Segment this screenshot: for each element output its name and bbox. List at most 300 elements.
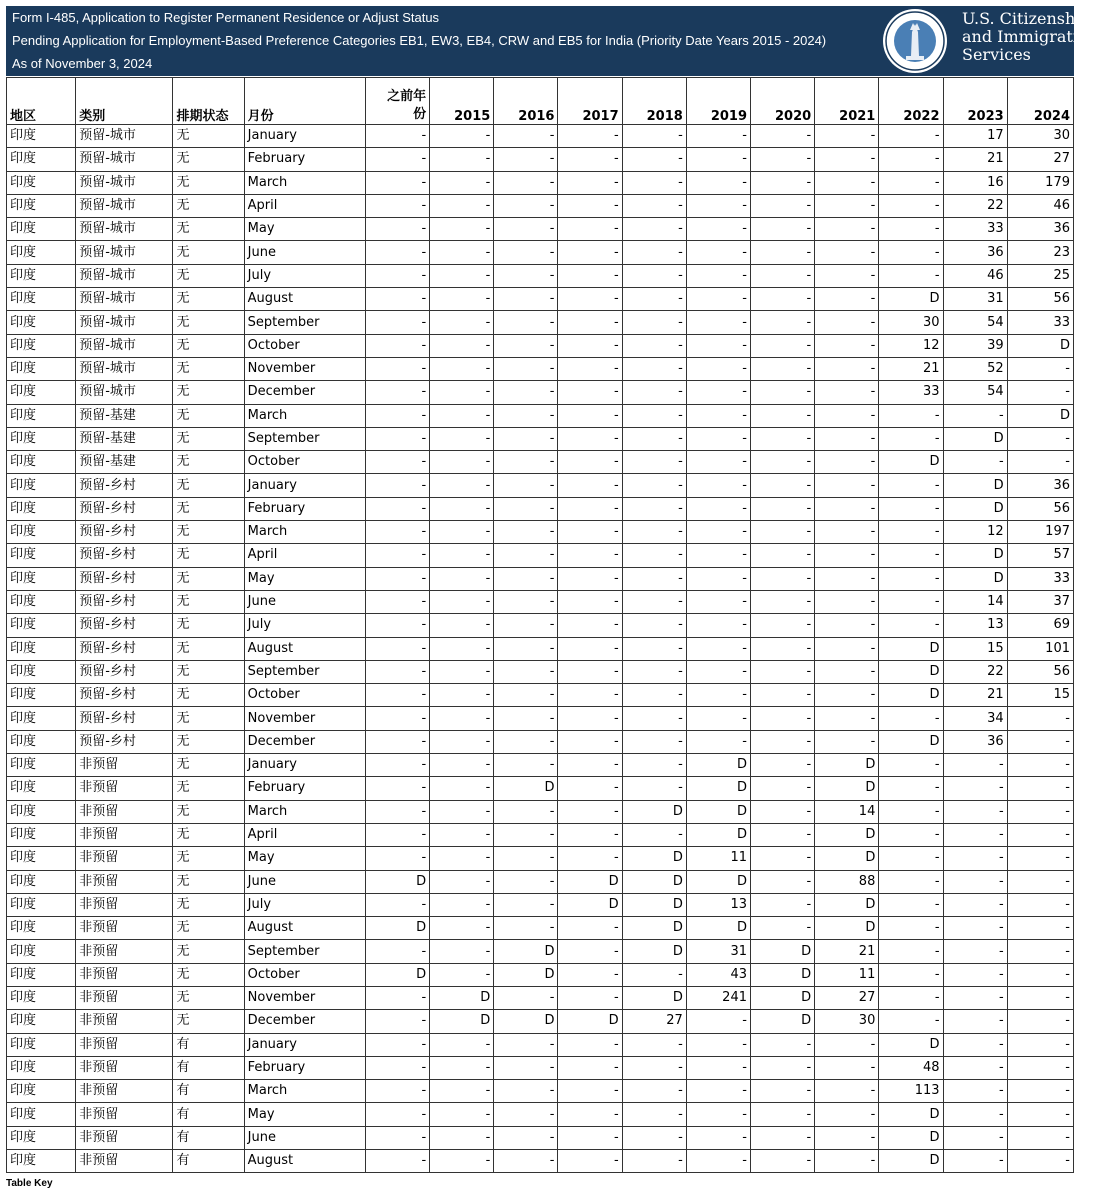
table-cell: -	[751, 357, 815, 380]
table-cell: -	[751, 218, 815, 241]
table-cell: -	[751, 893, 815, 916]
table-cell: 非预留	[76, 823, 173, 846]
table-cell: D	[622, 917, 686, 940]
table-row	[7, 730, 1074, 753]
table-cell: -	[430, 637, 494, 660]
table-row	[7, 334, 1074, 357]
table-cell: D	[430, 986, 494, 1009]
table-cell: -	[365, 334, 429, 357]
table-cell: -	[365, 171, 429, 194]
table-cell: -	[365, 986, 429, 1009]
table-cell: D	[879, 1150, 943, 1173]
table-cell: -	[430, 451, 494, 474]
table-cell: D	[815, 847, 879, 870]
table-cell: D	[879, 684, 943, 707]
table-cell: 印度	[7, 194, 76, 217]
table-cell: -	[430, 754, 494, 777]
table-cell: -	[943, 404, 1007, 427]
table-cell: -	[686, 171, 750, 194]
table-cell: 39	[943, 334, 1007, 357]
table-cell: 印度	[7, 521, 76, 544]
table-cell: 无	[173, 800, 244, 823]
table-row	[7, 171, 1074, 194]
table-cell: -	[751, 1150, 815, 1173]
table-cell: 非预留	[76, 777, 173, 800]
table-cell: -	[430, 241, 494, 264]
table-cell: 印度	[7, 1080, 76, 1103]
table-cell: -	[622, 777, 686, 800]
table-cell: -	[943, 986, 1007, 1009]
table-row	[7, 754, 1074, 777]
table-cell: -	[494, 451, 558, 474]
form-title: Form I-485, Application to Register Permanent Residence or Adjust Status	[12, 10, 440, 25]
table-cell: 印度	[7, 823, 76, 846]
table-cell: -	[686, 1033, 750, 1056]
table-cell: November	[244, 357, 365, 380]
table-cell: D	[494, 1010, 558, 1033]
table-cell: -	[751, 427, 815, 450]
table-cell: 21	[943, 148, 1007, 171]
table-cell: 印度	[7, 847, 76, 870]
table-cell: -	[686, 521, 750, 544]
table-cell: -	[815, 148, 879, 171]
table-cell: 30	[815, 1010, 879, 1033]
table-cell: -	[430, 1033, 494, 1056]
table-cell: 非预留	[76, 1010, 173, 1033]
table-cell: -	[494, 521, 558, 544]
table-cell: -	[430, 357, 494, 380]
table-row	[7, 823, 1074, 846]
col-header-prior-years	[365, 78, 429, 125]
table-cell: -	[494, 637, 558, 660]
table-cell: -	[879, 521, 943, 544]
table-cell: July	[244, 614, 365, 637]
report-date: As of November 3, 2024	[12, 56, 153, 71]
table-cell: -	[622, 451, 686, 474]
table-row	[7, 684, 1074, 707]
table-cell: 无	[173, 451, 244, 474]
table-cell: 15	[1007, 684, 1073, 707]
table-cell: -	[815, 381, 879, 404]
table-cell: -	[879, 567, 943, 590]
table-cell: -	[622, 381, 686, 404]
table-cell: 14	[815, 800, 879, 823]
table-cell: D	[1007, 404, 1073, 427]
table-cell: -	[686, 474, 750, 497]
table-cell: -	[622, 427, 686, 450]
table-cell: -	[430, 218, 494, 241]
table-cell: -	[686, 288, 750, 311]
table-cell: -	[365, 288, 429, 311]
table-row	[7, 311, 1074, 334]
table-cell: -	[430, 963, 494, 986]
table-row	[7, 1010, 1074, 1033]
table-cell: -	[430, 590, 494, 613]
table-cell: -	[622, 730, 686, 753]
table-cell: February	[244, 497, 365, 520]
table-cell: -	[430, 823, 494, 846]
table-cell: 无	[173, 684, 244, 707]
table-cell: -	[430, 1150, 494, 1173]
table-cell: 印度	[7, 311, 76, 334]
table-cell: -	[430, 567, 494, 590]
table-cell: -	[622, 963, 686, 986]
table-cell: 56	[1007, 288, 1073, 311]
table-cell: D	[751, 986, 815, 1009]
table-cell: -	[622, 404, 686, 427]
table-cell: D	[879, 1033, 943, 1056]
table-cell: -	[430, 917, 494, 940]
table-cell: -	[879, 777, 943, 800]
table-cell: D	[943, 427, 1007, 450]
table-cell: -	[494, 684, 558, 707]
agency-line-3: Services	[962, 45, 1031, 64]
table-cell: 印度	[7, 357, 76, 380]
table-cell: October	[244, 684, 365, 707]
table-cell: -	[879, 264, 943, 287]
table-cell: -	[751, 660, 815, 683]
table-cell: 有	[173, 1056, 244, 1079]
table-cell: D	[879, 637, 943, 660]
table-cell: D	[815, 823, 879, 846]
col-header-category: 类别	[76, 78, 173, 125]
table-cell: -	[365, 241, 429, 264]
table-cell: -	[751, 264, 815, 287]
table-key-label: Table Key	[6, 1178, 53, 1189]
table-cell: -	[943, 1126, 1007, 1149]
report-header	[6, 6, 1098, 76]
table-cell: -	[686, 1126, 750, 1149]
table-cell: 33	[943, 218, 1007, 241]
table-cell: 印度	[7, 567, 76, 590]
table-row	[7, 590, 1074, 613]
table-row	[7, 870, 1074, 893]
table-cell: -	[1007, 1056, 1073, 1079]
table-cell: -	[622, 823, 686, 846]
table-cell: -	[751, 404, 815, 427]
table-cell: 印度	[7, 288, 76, 311]
table-cell: 有	[173, 1103, 244, 1126]
table-cell: -	[879, 917, 943, 940]
table-cell: -	[622, 148, 686, 171]
table-cell: -	[494, 870, 558, 893]
prior-years-line-1: 之前年	[387, 89, 427, 104]
table-cell: -	[622, 311, 686, 334]
table-cell: -	[815, 125, 879, 148]
table-row	[7, 707, 1074, 730]
table-row	[7, 917, 1074, 940]
table-cell: -	[365, 754, 429, 777]
table-cell: 69	[1007, 614, 1073, 637]
table-cell: -	[494, 1103, 558, 1126]
table-cell: -	[686, 1103, 750, 1126]
table-cell: D	[558, 870, 622, 893]
table-cell: 预留-城市	[76, 288, 173, 311]
table-cell: -	[430, 660, 494, 683]
table-cell: 印度	[7, 427, 76, 450]
table-cell: -	[943, 870, 1007, 893]
table-cell: 33	[1007, 567, 1073, 590]
table-cell: -	[622, 194, 686, 217]
table-cell: -	[494, 148, 558, 171]
table-cell: 预留-乡村	[76, 637, 173, 660]
table-cell: -	[686, 264, 750, 287]
table-cell: -	[815, 334, 879, 357]
table-row	[7, 474, 1074, 497]
table-cell: 印度	[7, 148, 76, 171]
table-cell: -	[815, 241, 879, 264]
table-cell: December	[244, 730, 365, 753]
table-cell: -	[1007, 986, 1073, 1009]
table-cell: 非预留	[76, 986, 173, 1009]
table-row	[7, 288, 1074, 311]
table-cell: -	[558, 451, 622, 474]
table-cell: 无	[173, 334, 244, 357]
table-cell: -	[879, 754, 943, 777]
table-cell: -	[815, 451, 879, 474]
table-cell: -	[365, 497, 429, 520]
table-cell: D	[879, 288, 943, 311]
table-cell: -	[430, 264, 494, 287]
table-cell: 印度	[7, 730, 76, 753]
table-row	[7, 1103, 1074, 1126]
table-body	[7, 125, 1074, 1173]
table-cell: 241	[686, 986, 750, 1009]
table-cell: -	[430, 730, 494, 753]
table-cell: -	[365, 940, 429, 963]
table-cell: -	[815, 264, 879, 287]
table-cell: October	[244, 334, 365, 357]
table-cell: -	[1007, 847, 1073, 870]
table-cell: -	[622, 521, 686, 544]
table-cell: -	[494, 474, 558, 497]
table-cell: -	[686, 148, 750, 171]
table-cell: 无	[173, 614, 244, 637]
table-cell: 无	[173, 590, 244, 613]
table-cell: -	[879, 218, 943, 241]
table-cell: -	[751, 497, 815, 520]
table-cell: D	[430, 1010, 494, 1033]
table-cell: -	[622, 614, 686, 637]
table-cell: -	[815, 497, 879, 520]
table-row	[7, 241, 1074, 264]
table-cell: 预留-乡村	[76, 730, 173, 753]
table-cell: -	[622, 171, 686, 194]
table-row	[7, 148, 1074, 171]
table-cell: -	[558, 404, 622, 427]
table-cell: -	[365, 357, 429, 380]
table-cell: -	[430, 893, 494, 916]
table-cell: -	[622, 264, 686, 287]
table-cell: -	[751, 730, 815, 753]
table-cell: D	[686, 754, 750, 777]
table-cell: -	[430, 847, 494, 870]
table-cell: -	[815, 427, 879, 450]
table-cell: 无	[173, 497, 244, 520]
table-cell: 非预留	[76, 1056, 173, 1079]
table-cell: 印度	[7, 754, 76, 777]
table-cell: May	[244, 218, 365, 241]
table-cell: -	[622, 288, 686, 311]
table-cell: -	[815, 1033, 879, 1056]
table-cell: 预留-乡村	[76, 707, 173, 730]
table-cell: -	[1007, 427, 1073, 450]
table-cell: -	[943, 1056, 1007, 1079]
table-cell: -	[686, 707, 750, 730]
table-header-row	[7, 78, 1074, 125]
table-row	[7, 427, 1074, 450]
table-cell: -	[622, 1056, 686, 1079]
table-cell: -	[430, 1080, 494, 1103]
table-cell: D	[686, 917, 750, 940]
table-cell: -	[686, 660, 750, 683]
table-cell: 非预留	[76, 870, 173, 893]
table-cell: -	[943, 754, 1007, 777]
table-cell: -	[494, 381, 558, 404]
table-cell: -	[622, 637, 686, 660]
table-cell: -	[365, 637, 429, 660]
table-cell: February	[244, 148, 365, 171]
table-cell: -	[879, 590, 943, 613]
table-cell: February	[244, 1056, 365, 1079]
table-cell: -	[943, 823, 1007, 846]
table-cell: D	[815, 893, 879, 916]
table-cell: D	[751, 1010, 815, 1033]
table-cell: 印度	[7, 404, 76, 427]
table-cell: -	[558, 381, 622, 404]
table-cell: 非预留	[76, 1033, 173, 1056]
col-header-2023: 2023	[943, 78, 1007, 125]
table-cell: 21	[879, 357, 943, 380]
table-cell: -	[494, 754, 558, 777]
table-cell: -	[686, 684, 750, 707]
table-cell: 预留-乡村	[76, 544, 173, 567]
table-cell: -	[1007, 1126, 1073, 1149]
table-cell: -	[558, 521, 622, 544]
table-cell: -	[365, 590, 429, 613]
table-row	[7, 567, 1074, 590]
table-cell: 52	[943, 357, 1007, 380]
table-cell: -	[943, 847, 1007, 870]
table-cell: -	[430, 288, 494, 311]
table-cell: -	[494, 357, 558, 380]
table-cell: August	[244, 637, 365, 660]
table-row	[7, 1033, 1074, 1056]
table-cell: -	[365, 1056, 429, 1079]
table-cell: -	[430, 940, 494, 963]
table-cell: -	[879, 474, 943, 497]
table-cell: -	[751, 171, 815, 194]
table-cell: 预留-乡村	[76, 684, 173, 707]
table-cell: March	[244, 521, 365, 544]
table-cell: 11	[686, 847, 750, 870]
table-row	[7, 800, 1074, 823]
table-cell: -	[365, 125, 429, 148]
table-cell: 无	[173, 474, 244, 497]
table-cell: 非预留	[76, 754, 173, 777]
table-cell: -	[879, 800, 943, 823]
table-cell: -	[430, 125, 494, 148]
table-cell: August	[244, 917, 365, 940]
table-cell: -	[365, 567, 429, 590]
table-cell: -	[751, 567, 815, 590]
table-cell: D	[751, 940, 815, 963]
table-cell: -	[943, 800, 1007, 823]
table-cell: -	[494, 241, 558, 264]
col-header-2020: 2020	[751, 78, 815, 125]
table-cell: -	[430, 614, 494, 637]
table-cell: 27	[815, 986, 879, 1009]
table-cell: 无	[173, 194, 244, 217]
table-cell: 无	[173, 264, 244, 287]
table-cell: -	[365, 823, 429, 846]
table-cell: -	[430, 194, 494, 217]
table-cell: 56	[1007, 497, 1073, 520]
table-cell: January	[244, 754, 365, 777]
table-cell: -	[430, 1103, 494, 1126]
table-cell: 12	[943, 521, 1007, 544]
table-cell: D	[815, 777, 879, 800]
table-cell: -	[622, 1126, 686, 1149]
table-cell: D	[365, 917, 429, 940]
table-cell: D	[943, 544, 1007, 567]
table-cell: 57	[1007, 544, 1073, 567]
table-row	[7, 637, 1074, 660]
table-cell: -	[751, 1056, 815, 1079]
table-cell: -	[751, 381, 815, 404]
table-cell: 预留-城市	[76, 311, 173, 334]
table-cell: D	[686, 800, 750, 823]
table-cell: 无	[173, 241, 244, 264]
table-cell: -	[558, 754, 622, 777]
table-cell: -	[365, 544, 429, 567]
table-cell: -	[815, 730, 879, 753]
table-cell: D	[365, 963, 429, 986]
table-cell: -	[686, 218, 750, 241]
table-cell: D	[365, 870, 429, 893]
table-cell: -	[943, 917, 1007, 940]
table-cell: -	[943, 451, 1007, 474]
table-cell: 34	[943, 707, 1007, 730]
table-cell: -	[622, 241, 686, 264]
table-cell: December	[244, 1010, 365, 1033]
table-row	[7, 1126, 1074, 1149]
table-cell: -	[365, 451, 429, 474]
table-cell: 25	[1007, 264, 1073, 287]
table-cell: June	[244, 590, 365, 613]
table-row	[7, 614, 1074, 637]
table-cell: -	[494, 800, 558, 823]
table-cell: 33	[879, 381, 943, 404]
table-cell: -	[879, 940, 943, 963]
table-cell: -	[365, 847, 429, 870]
table-cell: -	[751, 288, 815, 311]
table-cell: -	[430, 171, 494, 194]
table-cell: 无	[173, 637, 244, 660]
table-cell: 22	[943, 194, 1007, 217]
table-cell: 印度	[7, 660, 76, 683]
table-cell: 非预留	[76, 963, 173, 986]
table-cell: 无	[173, 870, 244, 893]
table-cell: 48	[879, 1056, 943, 1079]
table-cell: 印度	[7, 1010, 76, 1033]
table-cell: -	[751, 637, 815, 660]
table-cell: 预留-乡村	[76, 660, 173, 683]
table-cell: August	[244, 288, 365, 311]
table-cell: -	[815, 474, 879, 497]
table-cell: -	[430, 1056, 494, 1079]
table-cell: July	[244, 893, 365, 916]
